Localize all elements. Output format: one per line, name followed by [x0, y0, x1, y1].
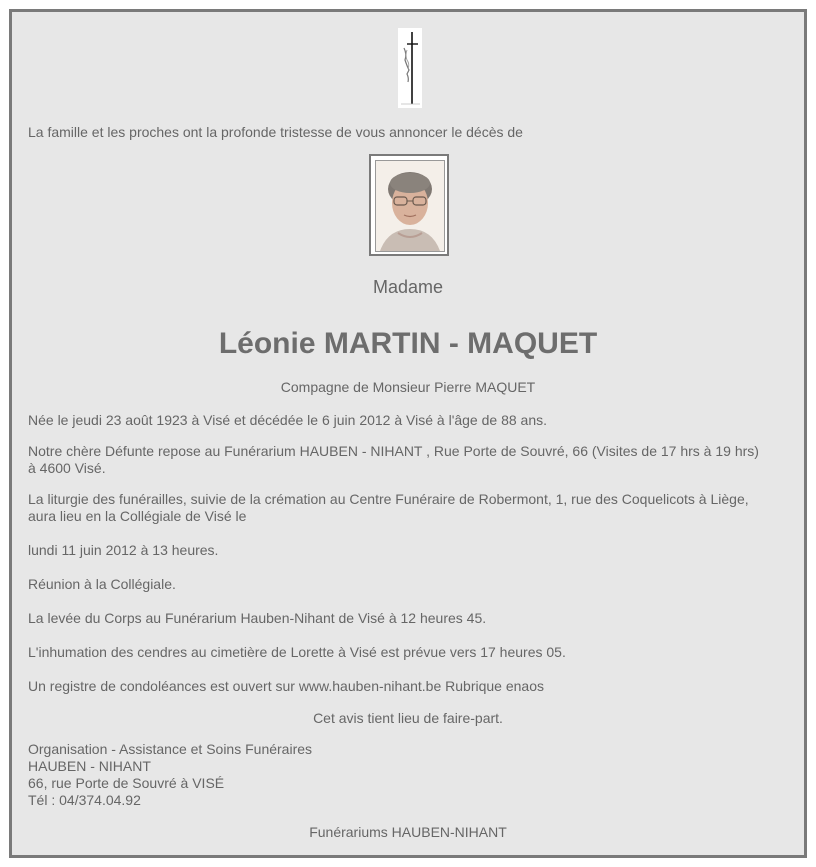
portrait-photo: [375, 160, 445, 252]
liturgy-line-2: aura lieu en la Collégiale de Visé le: [28, 508, 247, 524]
resting-place-text: [28, 443, 788, 477]
resting-place-line-2: à 4600 Visé.: [28, 460, 106, 476]
organisation-line-2: HAUBEN - NIHANT: [28, 758, 151, 774]
companion-text: Compagne de Monsieur Pierre MAQUET: [280, 379, 536, 395]
liturgy-text: [28, 491, 788, 525]
birth-death-text: Née le jeudi 23 août 1923 à Visé et décédée le 6 juin 2012 à Visé à l'âge de 88 ans.: [28, 412, 547, 428]
liturgy-line-1: La liturgie des funérailles, suivie de la crémation au Centre Funéraire de Robermont, 1, rue des Coquelicots à Liège,: [28, 491, 749, 507]
notice-text: Cet avis tient lieu de faire-part.: [313, 710, 503, 726]
organisation-phone: Tél : 04/374.04.92: [28, 792, 141, 808]
meeting-text: Réunion à la Collégiale.: [28, 576, 176, 592]
organisation-address: 66, rue Porte de Souvré à VISÉ: [28, 775, 225, 791]
footer-text: Funérariums HAUBEN-NIHANT: [309, 824, 507, 840]
portrait-frame: [369, 154, 449, 256]
resting-place-line-1: Notre chère Défunte repose au Funérarium HAUBEN - NIHANT , Rue Porte de Souvré, 66 (Visites de 17 hrs à 19 hrs): [28, 443, 759, 459]
honorific: Madame: [372, 277, 444, 297]
organisation-block: [28, 741, 788, 809]
cross-icon: [398, 28, 422, 108]
organisation-line-1: Organisation - Assistance et Soins Funéraires: [28, 741, 313, 757]
levee-text: La levée du Corps au Funérarium Hauben-Nihant de Visé à 12 heures 45.: [28, 610, 487, 626]
burial-text: L'inhumation des cendres au cimetière de Lorette à Visé est prévue vers 17 heures 05.: [28, 644, 566, 660]
intro-text: La famille et les proches ont la profonde tristesse de vous annoncer le décès de: [28, 124, 523, 140]
obituary-card: [9, 9, 807, 858]
condolence-register-text: Un registre de condoléances est ouvert sur www.hauben-nihant.be Rubrique enaos: [28, 678, 544, 694]
deceased-name: Léonie MARTIN - MAQUET: [218, 327, 598, 360]
ceremony-date: lundi 11 juin 2012 à 13 heures.: [28, 542, 219, 558]
